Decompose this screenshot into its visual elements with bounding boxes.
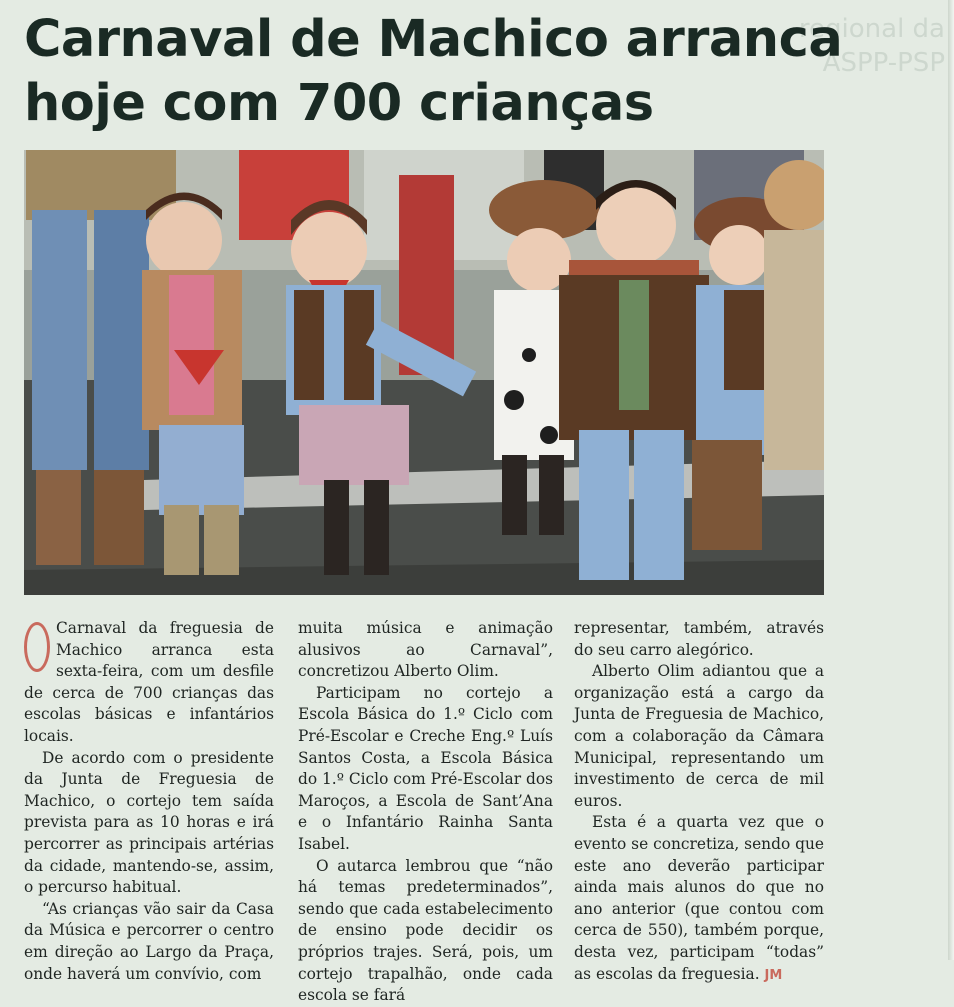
paragraph: muita música e animação alusivos ao Carnaval”, concretizou Alberto Olim.: [298, 619, 553, 681]
paragraph: representar, também, através do seu carro alegórico.: [574, 619, 824, 659]
page-edge: [948, 0, 954, 960]
paragraph: “As crianças vão sair da Casa da Música e percorrer o centro em direção ao Largo da Praça, onde haverá um convívio, com: [24, 899, 274, 983]
paragraph: O autarca lembrou que “não há temas predeterminados”, sendo que cada estabelecimento de ensino pode decidir os próprios trajes. Será, pois, um cortejo trapalhão, onde cada escola se fará: [298, 856, 553, 1005]
article-column-3: [574, 618, 824, 986]
paragraph: De acordo com o presidente da Junta de Freguesia de Machico, o cortejo tem saída prevista para as 10 horas e irá percorrer as principais artérias da cidade, mantendo-se, assim, o percurso habitual.: [24, 748, 274, 897]
paragraph: Carnaval da freguesia de Machico arranca esta sexta-feira, com um desfile de cerca de 700 crianças das escolas básicas e infantários locais.: [24, 619, 274, 745]
author-signature: JM: [764, 967, 783, 983]
dropcap-o: [24, 622, 50, 672]
paragraph: Alberto Olim adiantou que a organização está a cargo da Junta de Freguesia de Machico, com a colaboração da Câmara Municipal, representando um investimento de cerca de mil euros.: [574, 662, 824, 810]
paragraph: Participam no cortejo a Escola Básica do 1.º Ciclo com Pré-Escolar e Creche Eng.º Luís Santos Costa, a Escola Básica do 1.º Ciclo com Pré-Escolar dos Maroços, a Escola de Sant’Ana e o Infantário Rainha Santa Isabel.: [298, 683, 553, 853]
article-headline: Carnaval de Machico arranca hoje com 700 crianças: [24, 10, 843, 133]
paragraph: [574, 812, 824, 986]
paragraph-text: Esta é a quarta vez que o evento se concretiza, sendo que este ano deverão participar ainda mais alunos do que no ano anterior (que contou com cerca de 550), também porque, desta vez, participam “todas” as escolas da freguesia.: [574, 813, 824, 983]
photo-illustration: [24, 150, 824, 595]
article-photo: [24, 150, 824, 595]
bleed-line: ASPP-PSP: [822, 48, 945, 78]
bleed-line: regional da: [798, 14, 945, 44]
article-column-1: [24, 618, 274, 985]
article-column-2: [298, 618, 553, 1007]
